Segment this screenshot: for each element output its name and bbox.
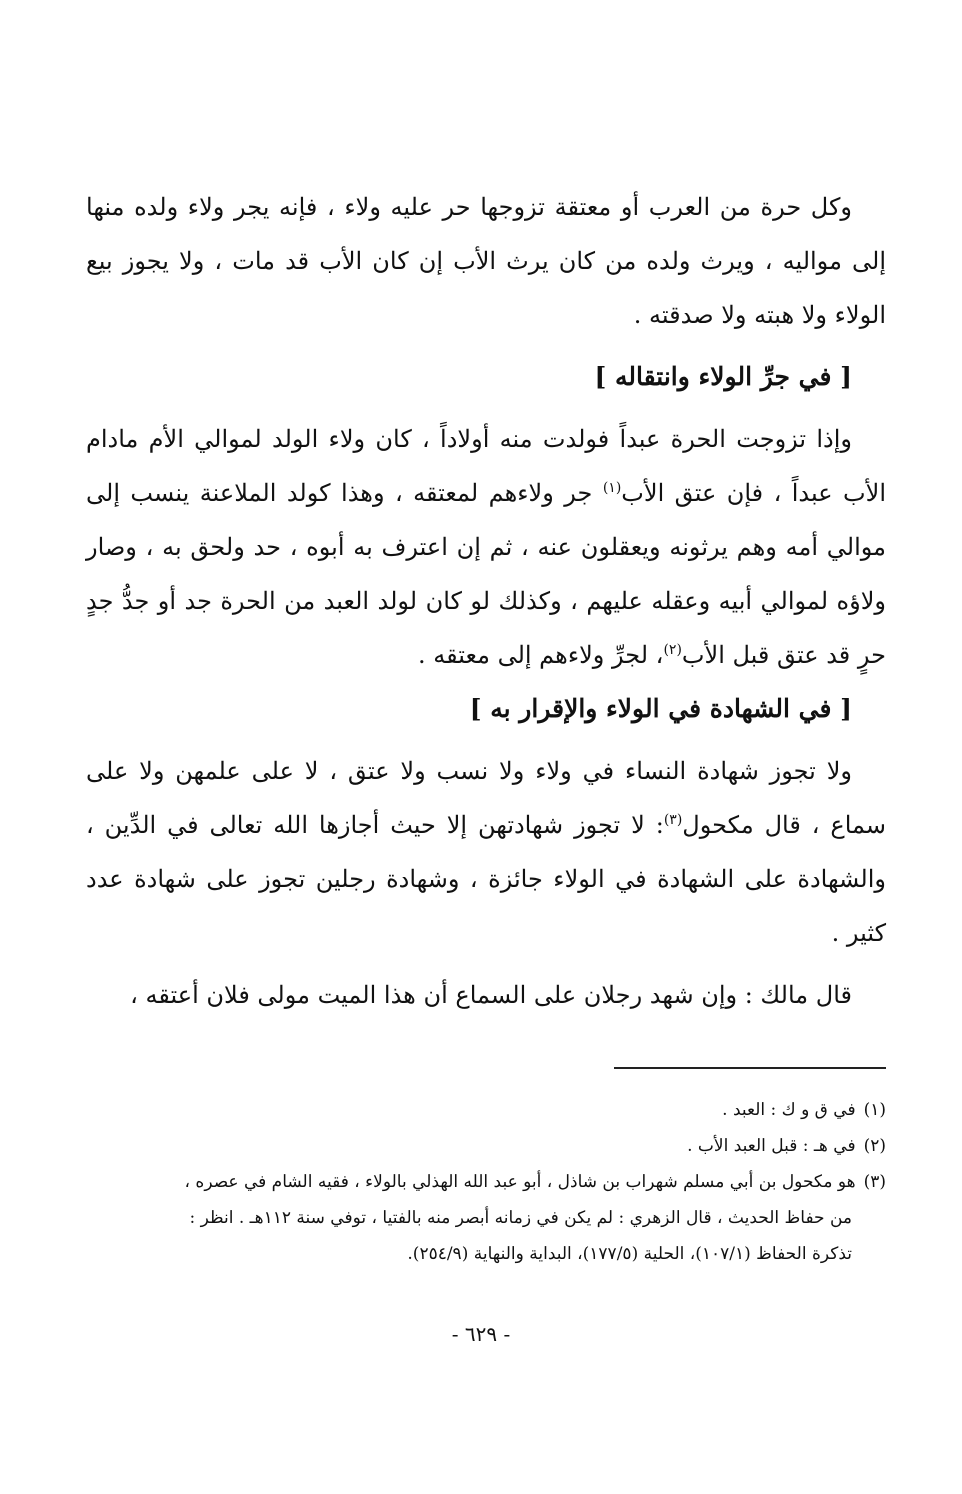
section-heading-1: [ في جرِّ الولاء وانتقاله ] xyxy=(594,362,852,391)
section-heading-2: [ في الشهادة في الولاء والإقرار به ] xyxy=(469,694,852,723)
footnotes xyxy=(86,1092,886,1272)
paragraph-1-text: وكل حرة من العرب أو معتقة تزوجها حر عليه ولاء ، فإنه يجر ولاء ولده منها إلى مواليه ، ويرث ولده من كان يرث الأب إن كان الأب قد مات ، ولا يجوز بيع الولاء ولا هبته ولا صدقته . xyxy=(86,193,886,329)
paragraph-2 xyxy=(86,412,886,682)
paragraph-1 xyxy=(86,180,886,342)
spacer xyxy=(86,960,886,968)
footnote-2-number: (٢) xyxy=(863,1136,886,1156)
spacer xyxy=(86,404,886,412)
spacer xyxy=(86,736,886,744)
footnote-2 xyxy=(86,1128,886,1164)
main-text xyxy=(86,180,886,1022)
paragraph-4-text: قال مالك : وإن شهد رجلان على السماع أن هذا الميت مولى فلان أعتقه ، xyxy=(130,981,852,1009)
paragraph-3-text-b: : لا تجوز شهادتهن إلا حيث أجازها الله تعالى في الدِّين ، والشهادة على الشهادة في الولاء جائزة ، وشهادة رجلين تجوز على شهادة عدد كثير . xyxy=(86,811,886,947)
page-number: - ٦٢٩ - xyxy=(451,1322,511,1346)
footnote-ref-1: (١) xyxy=(602,480,622,496)
footnote-1-text: في ق و ك : العبد . xyxy=(722,1100,856,1120)
paragraph-2-text-c: ، لجرِّ ولاءهم إلى معتقه . xyxy=(418,641,664,669)
footnote-3 xyxy=(86,1164,886,1200)
footnote-3-text-a: هو مكحول بن أبي مسلم شهراب بن شاذل ، أبو عبد الله الهذلي بالولاء ، فقيه الشام في عصره ، xyxy=(184,1172,856,1192)
footnote-3-number: (٣) xyxy=(863,1172,886,1192)
footnote-3-continued-1: من حفاظ الحديث ، قال الزهري : لم يكن في زمانه أبصر منه بالفتيا ، توفي سنة ١١٢هـ . انظر : xyxy=(189,1208,852,1228)
footnote-divider xyxy=(614,1067,886,1069)
footnote-1 xyxy=(86,1092,886,1128)
paragraph-3-text-a: ولا تجوز شهادة النساء في ولاء ولا نسب ولا عتق ، لا على علمهن ولا على سماع ، قال مكحول xyxy=(86,757,886,839)
paragraph-2-text-a: وإذا تزوجت الحرة عبداً فولدت منه أولاداً ، كان ولاء الولد لموالي الأم مادام الأب عبداً ، فإن عتق الأب xyxy=(86,425,886,507)
footnote-ref-2: (٢) xyxy=(663,642,682,658)
footnote-ref-3: (٣) xyxy=(663,812,683,828)
footnote-1-number: (١) xyxy=(863,1100,886,1120)
footnote-2-text: في هـ : قبل العبد الأب . xyxy=(687,1136,856,1156)
paragraph-2-text-b: جر ولاءهم لمعتقه ، وهذا كولد الملاعنة ينسب إلى موالي أمه وهم يرثونه ويعقلون عنه ، ثم إن اعترف به أبوه ، حد ولحق به ، وصار ولاؤه لموالي أبيه وعقله عليهم ، وكذلك لو كان لولد العبد من الحرة جد أو جدُّ جدٍ حرٍ قد عتق قبل الأب xyxy=(86,479,886,669)
footnote-3-continued-2: تذكرة الحفاظ (١٠٧/١)، الحلية (١٧٧/٥)، البداية والنهاية (٢٥٤/٩). xyxy=(407,1244,852,1264)
paragraph-4 xyxy=(86,968,886,1022)
paragraph-3 xyxy=(86,744,886,960)
spacer xyxy=(86,342,886,350)
